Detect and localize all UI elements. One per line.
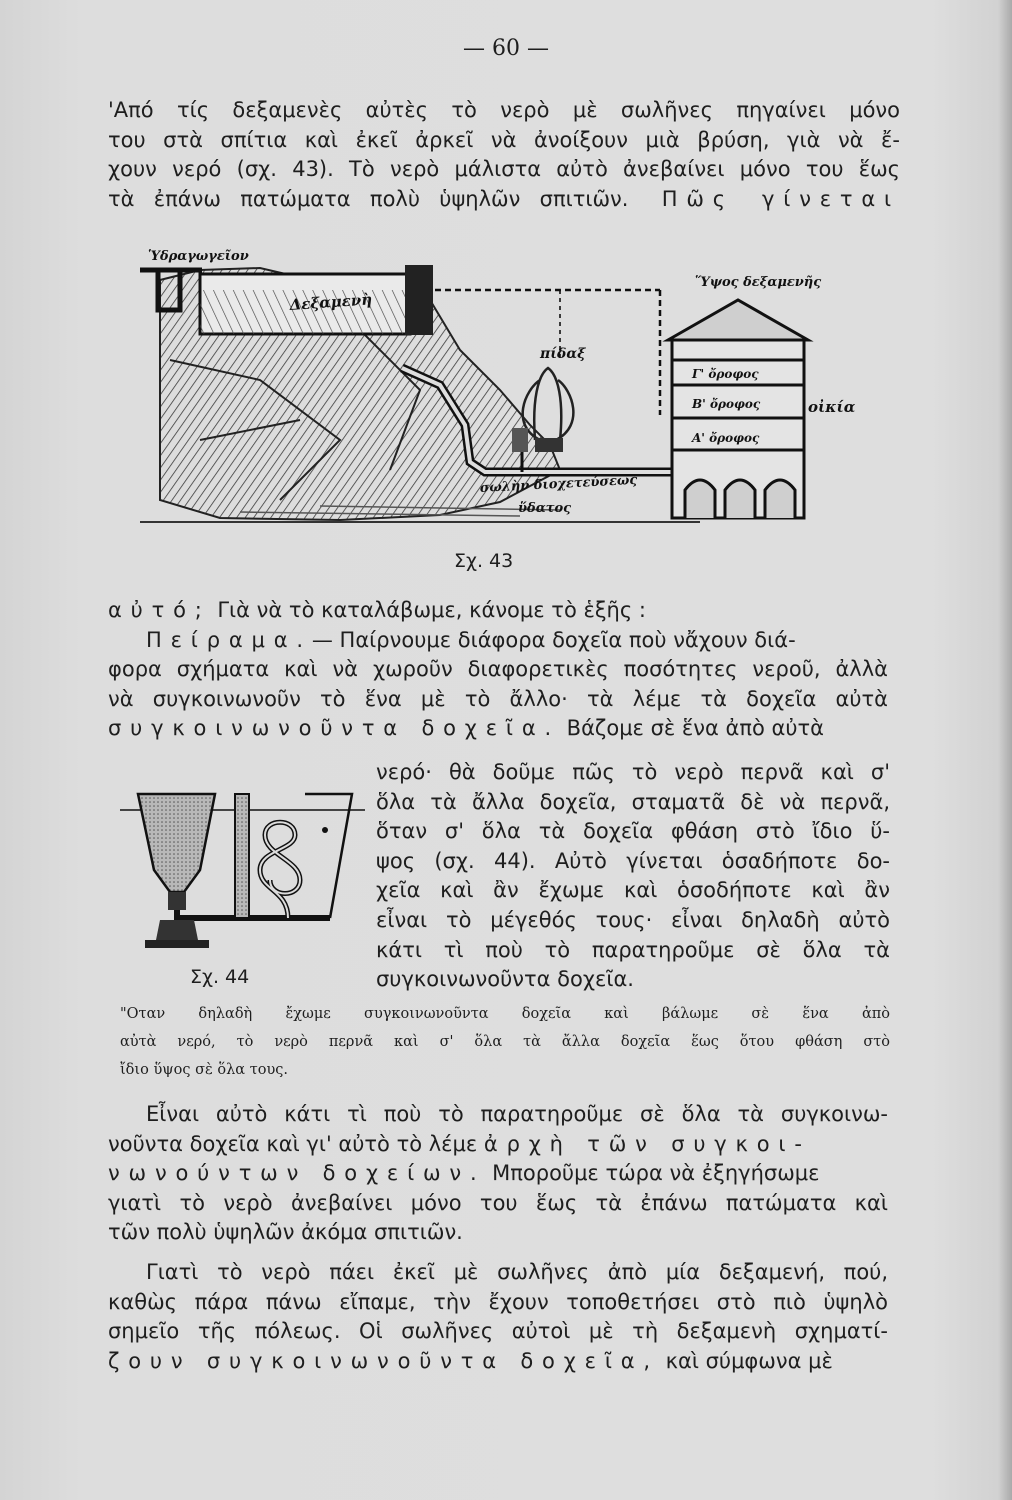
label-aqueduct: Ὑδραγωγεῖον: [148, 249, 249, 264]
spaced-emphasis: συγκοινωνοῦντα δοχεῖα.: [108, 716, 560, 741]
spaced-emphasis: ἀρχὴ τῶν συγκοι-: [483, 1131, 811, 1156]
spaced-emphasis: αὐτό;: [108, 598, 211, 622]
text-line: νερό· θὰ δοῦμε πῶς τὸ νερὸ περνᾶ καὶ σ': [376, 760, 890, 784]
text-line: [108, 1130, 888, 1160]
note-line: "Οταν δηλαδὴ ἔχωμε συγκοινωνοῦντα δοχεῖα καὶ βάλωμε σὲ ἕνα ἀπὸ: [120, 1006, 890, 1022]
note-line: ἴδιο ὕψος σὲ ὅλα τους.: [120, 1062, 288, 1078]
text-line: [108, 1159, 888, 1189]
label-floor3: Γ' ὄροφος: [692, 367, 759, 381]
text-run: Βάζομε σὲ ἕνα ἀπὸ αὐτὰ: [560, 716, 825, 741]
text-line: [108, 714, 888, 744]
text-line: 'Από τίς δεξαμενὲς αὐτὲς τὸ νερὸ μὲ σωλῆνες πηγαίνει μόνο: [108, 98, 900, 122]
text-run: τὰ ἐπάνω πατώματα πολὺ ὑψηλῶν σπιτιῶν.: [108, 186, 629, 211]
text-line: Γιατὶ τὸ νερὸ πάει ἐκεῖ μὲ σωλῆνες ἀπὸ μία δεξαμενή, πού,: [146, 1260, 888, 1284]
figure-43-caption: Σχ. 43: [454, 550, 514, 572]
paragraph-5: [108, 1258, 888, 1376]
label-house: οἰκία: [808, 398, 856, 416]
narrow-tube: [235, 794, 249, 918]
text-line: σημεῖο τῆς πόλεως. Οἱ σωλῆνες αὐτοὶ μὲ τὴ δεξαμενὴ σχηματί-: [108, 1319, 888, 1344]
paragraph-3: [376, 758, 890, 995]
label-floor1: Α' ὄροφος: [692, 431, 760, 445]
spaced-emphasis: ζουν συγκοινωνοῦντα δοχεῖα,: [108, 1348, 659, 1373]
text-line: ὅλα τὰ ἄλλα δοχεῖα, σταματᾶ δὲ νὰ περνᾶ,: [376, 789, 890, 814]
text-line: [108, 185, 900, 215]
text-line: συγκοινωνοῦντα δοχεῖα.: [376, 967, 634, 992]
connecting-pipe: [177, 910, 330, 918]
text-line: χουν νερό (σχ. 43). Τὸ νερὸ μάλιστα αὐτὸ ἀνεβαίνει μόνο του ἕως: [108, 157, 900, 182]
text-line: γιατὶ τὸ νερὸ ἀνεβαίνει μόνο του ἕως τὰ ἐπάνω πατώματα καὶ: [108, 1190, 888, 1215]
text-line: τῶν πολὺ ὑψηλῶν ἀκόμα σπιτιῶν.: [108, 1220, 463, 1245]
text-line: νὰ συγκοινωνοῦν τὸ ἕνα μὲ τὸ ἄλλο· τὰ λέμε τὰ δοχεῖα αὐτὰ: [108, 686, 888, 711]
text-line: χεῖα καὶ ἂν ἔχωμε καὶ ὁσοδήποτε καὶ ἂν: [376, 878, 890, 903]
spaced-emphasis: Πῶς γίνεται: [661, 186, 900, 211]
text-line: [108, 626, 888, 656]
text-line: [108, 1347, 888, 1377]
label-water: ὕδατος: [518, 501, 572, 516]
label-pipe: σωλὴν διοχετεύσεως: [479, 472, 638, 496]
paragraph-2: [108, 596, 888, 744]
text-run: Γιὰ νὰ τὸ καταλάβωμε, κάνομε τὸ ἑξῆς :: [210, 598, 646, 622]
text-line: καθὼς πάρα πάνω εἴπαμε, τὴν ἔχουν τοποθετήσει στὸ πιὸ ὑψηλὸ: [108, 1289, 888, 1314]
label-reservoir-level: Ὕψος δεξαμενῆς: [695, 275, 822, 290]
page-edge-shadow: [998, 0, 1012, 1500]
text-line: ψος (σχ. 44). Αὐτὸ γίνεται ὁσαδήποτε δο-: [376, 848, 890, 873]
text-run: καὶ σύμφωνα μὲ: [658, 1348, 833, 1373]
summary-note: [120, 1000, 890, 1084]
page-number: — 60 —: [463, 36, 549, 61]
text-run: νοῦντα δοχεῖα καὶ γι' αὐτὸ τὸ λέμε: [108, 1131, 484, 1156]
text-line: Εἶναι αὐτὸ κάτι τὶ ποὺ τὸ παρατηροῦμε σὲ ὅλα τὰ συγκοινω-: [146, 1102, 888, 1126]
label-floor2: Β' ὄροφος: [692, 397, 761, 411]
paragraph-1: [108, 96, 900, 214]
figure-43-illustration: [140, 240, 900, 530]
figure-44-illustration: [120, 780, 370, 970]
spaced-emphasis: Πείραμα.: [146, 627, 312, 652]
paragraph-4: [108, 1100, 888, 1248]
funnel-vessel: [138, 794, 215, 892]
slanted-vessel: [305, 794, 352, 918]
text-line: του στὰ σπίτια καὶ ἐκεῖ ἀρκεῖ νὰ ἀνοίξουν μιὰ βρύση, γιὰ νὰ ἔ-: [108, 127, 900, 152]
text-line: κάτι τὶ ποὺ τὸ παρατηροῦμε σὲ ὅλα τὰ: [376, 937, 890, 962]
note-line: αὐτὰ νερό, τὸ νερὸ περνᾶ καὶ σ' ὅλα τὰ ἄλλα δοχεῖα ἕως ὅτου φθάση στὸ: [120, 1034, 890, 1050]
text-line: εἶναι τὸ μέγεθός τους· εἶναι δηλαδὴ αὐτὸ: [376, 907, 890, 932]
spaced-emphasis: νωνούντων δοχείων.: [108, 1161, 486, 1186]
figure-44-caption: Σχ. 44: [190, 966, 250, 988]
label-fountain: πίδαξ: [540, 346, 586, 362]
text-line: φορα σχήματα καὶ νὰ χωροῦν διαφορετικὲς ποσότητες νεροῦ, ἀλλὰ: [108, 657, 888, 682]
text-line: [108, 596, 888, 626]
text-run: — Παίρνουμε διάφορα δοχεῖα ποὺ νἄχουν διά-: [311, 627, 796, 652]
text-run: Μποροῦμε τώρα νὰ ἐξηγήσωμε: [485, 1161, 820, 1186]
text-line: ὅταν σ' ὅλα τὰ δοχεῖα φθάση στὸ ἴδιο ὕ-: [376, 819, 890, 844]
label-reservoir: Δεξαμενὴ: [289, 290, 373, 314]
